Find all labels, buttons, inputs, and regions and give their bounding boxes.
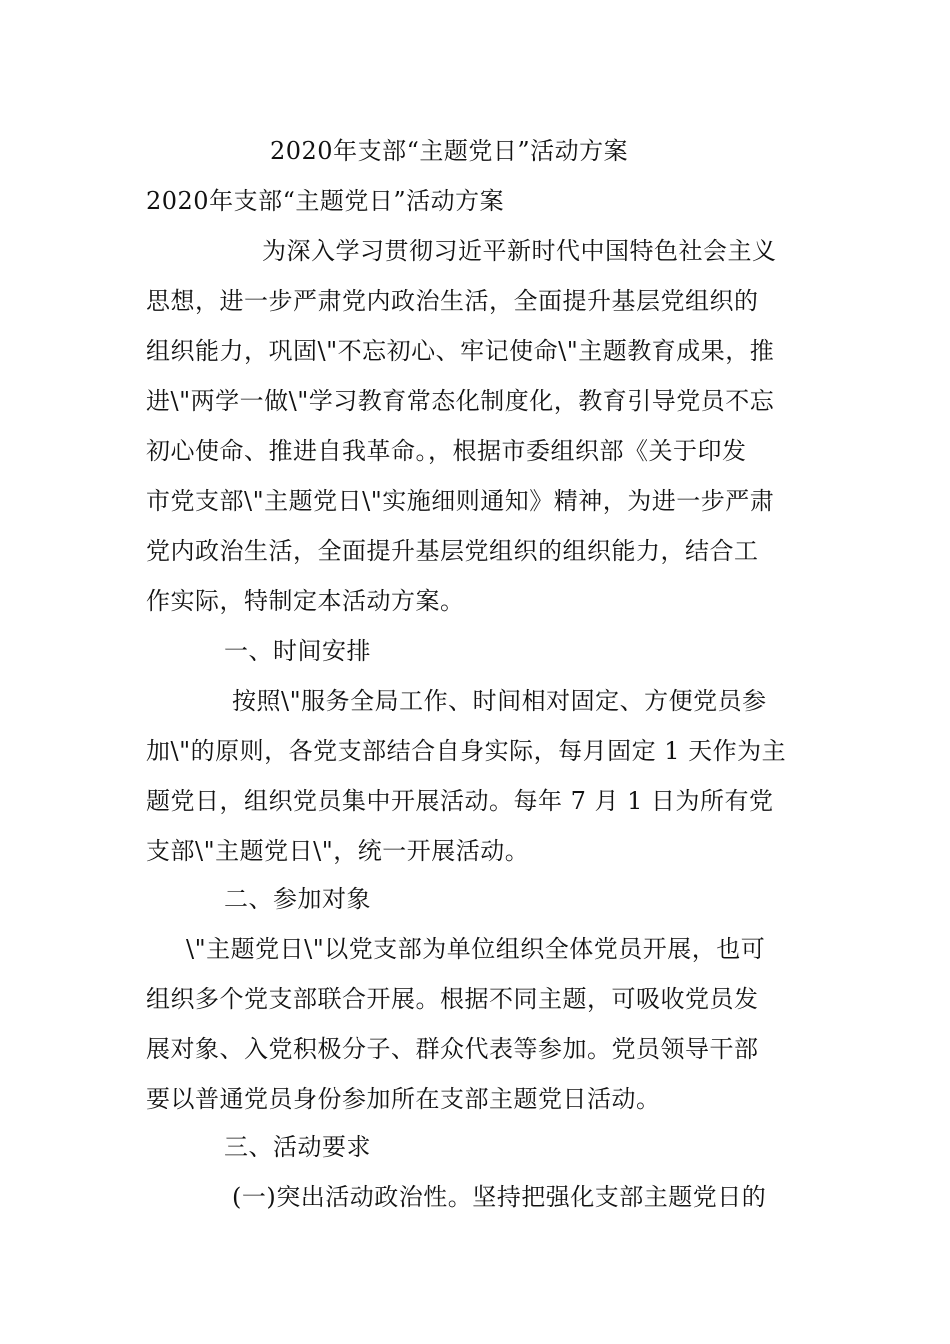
document-subtitle: 2020年支部“主题党日”活动方案 — [146, 187, 505, 215]
paragraph-line: 进\"两学一做\"学习教育常态化制度化，教育引导党员不忘 — [146, 387, 775, 415]
paragraph-line: 党内政治生活，全面提升基层党组织的组织能力，结合工 — [146, 537, 759, 565]
paragraph-line: 初心使命、推进自我革命。，根据市委组织部《关于印发 — [146, 437, 747, 465]
section-heading: 一、时间安排 — [224, 637, 371, 665]
paragraph-line: 按照\"服务全局工作、时间相对固定、方便党员参 — [232, 687, 767, 715]
paragraph-line: 展对象、入党积极分子、群众代表等参加。党员领导干部 — [146, 1035, 759, 1063]
paragraph-line: 题党日，组织党员集中开展活动。每年 7 月 1 日为所有党 — [146, 787, 774, 815]
paragraph-line: 市党支部\"主题党日\"实施细则通知》精神，为进一步严肃 — [146, 487, 775, 515]
paragraph-line: (一)突出活动政治性。坚持把强化支部主题党日的 — [232, 1183, 767, 1211]
paragraph-line: \"主题党日\"以党支部为单位组织全体党员开展，也可 — [186, 935, 766, 963]
section-heading: 二、参加对象 — [224, 885, 371, 913]
paragraph-line: 作实际，特制定本活动方案。 — [146, 587, 465, 615]
paragraph-line: 支部\"主题党日\"，统一开展活动。 — [146, 837, 530, 865]
paragraph-line: 加\"的原则，各党支部结合自身实际，每月固定 1 天作为主 — [146, 737, 787, 765]
section-heading: 三、活动要求 — [224, 1133, 371, 1161]
document-title: 2020年支部“主题党日”活动方案 — [270, 137, 629, 165]
paragraph-line: 思想，进一步严肃党内政治生活，全面提升基层党组织的 — [146, 287, 759, 315]
paragraph-line: 组织多个党支部联合开展。根据不同主题，可吸收党员发 — [146, 985, 759, 1013]
paragraph-line: 为深入学习贯彻习近平新时代中国特色社会主义 — [262, 237, 777, 265]
paragraph-line: 组织能力，巩固\"不忘初心、牢记使命\"主题教育成果，推 — [146, 337, 775, 365]
paragraph-line: 要以普通党员身份参加所在支部主题党日活动。 — [146, 1085, 661, 1113]
